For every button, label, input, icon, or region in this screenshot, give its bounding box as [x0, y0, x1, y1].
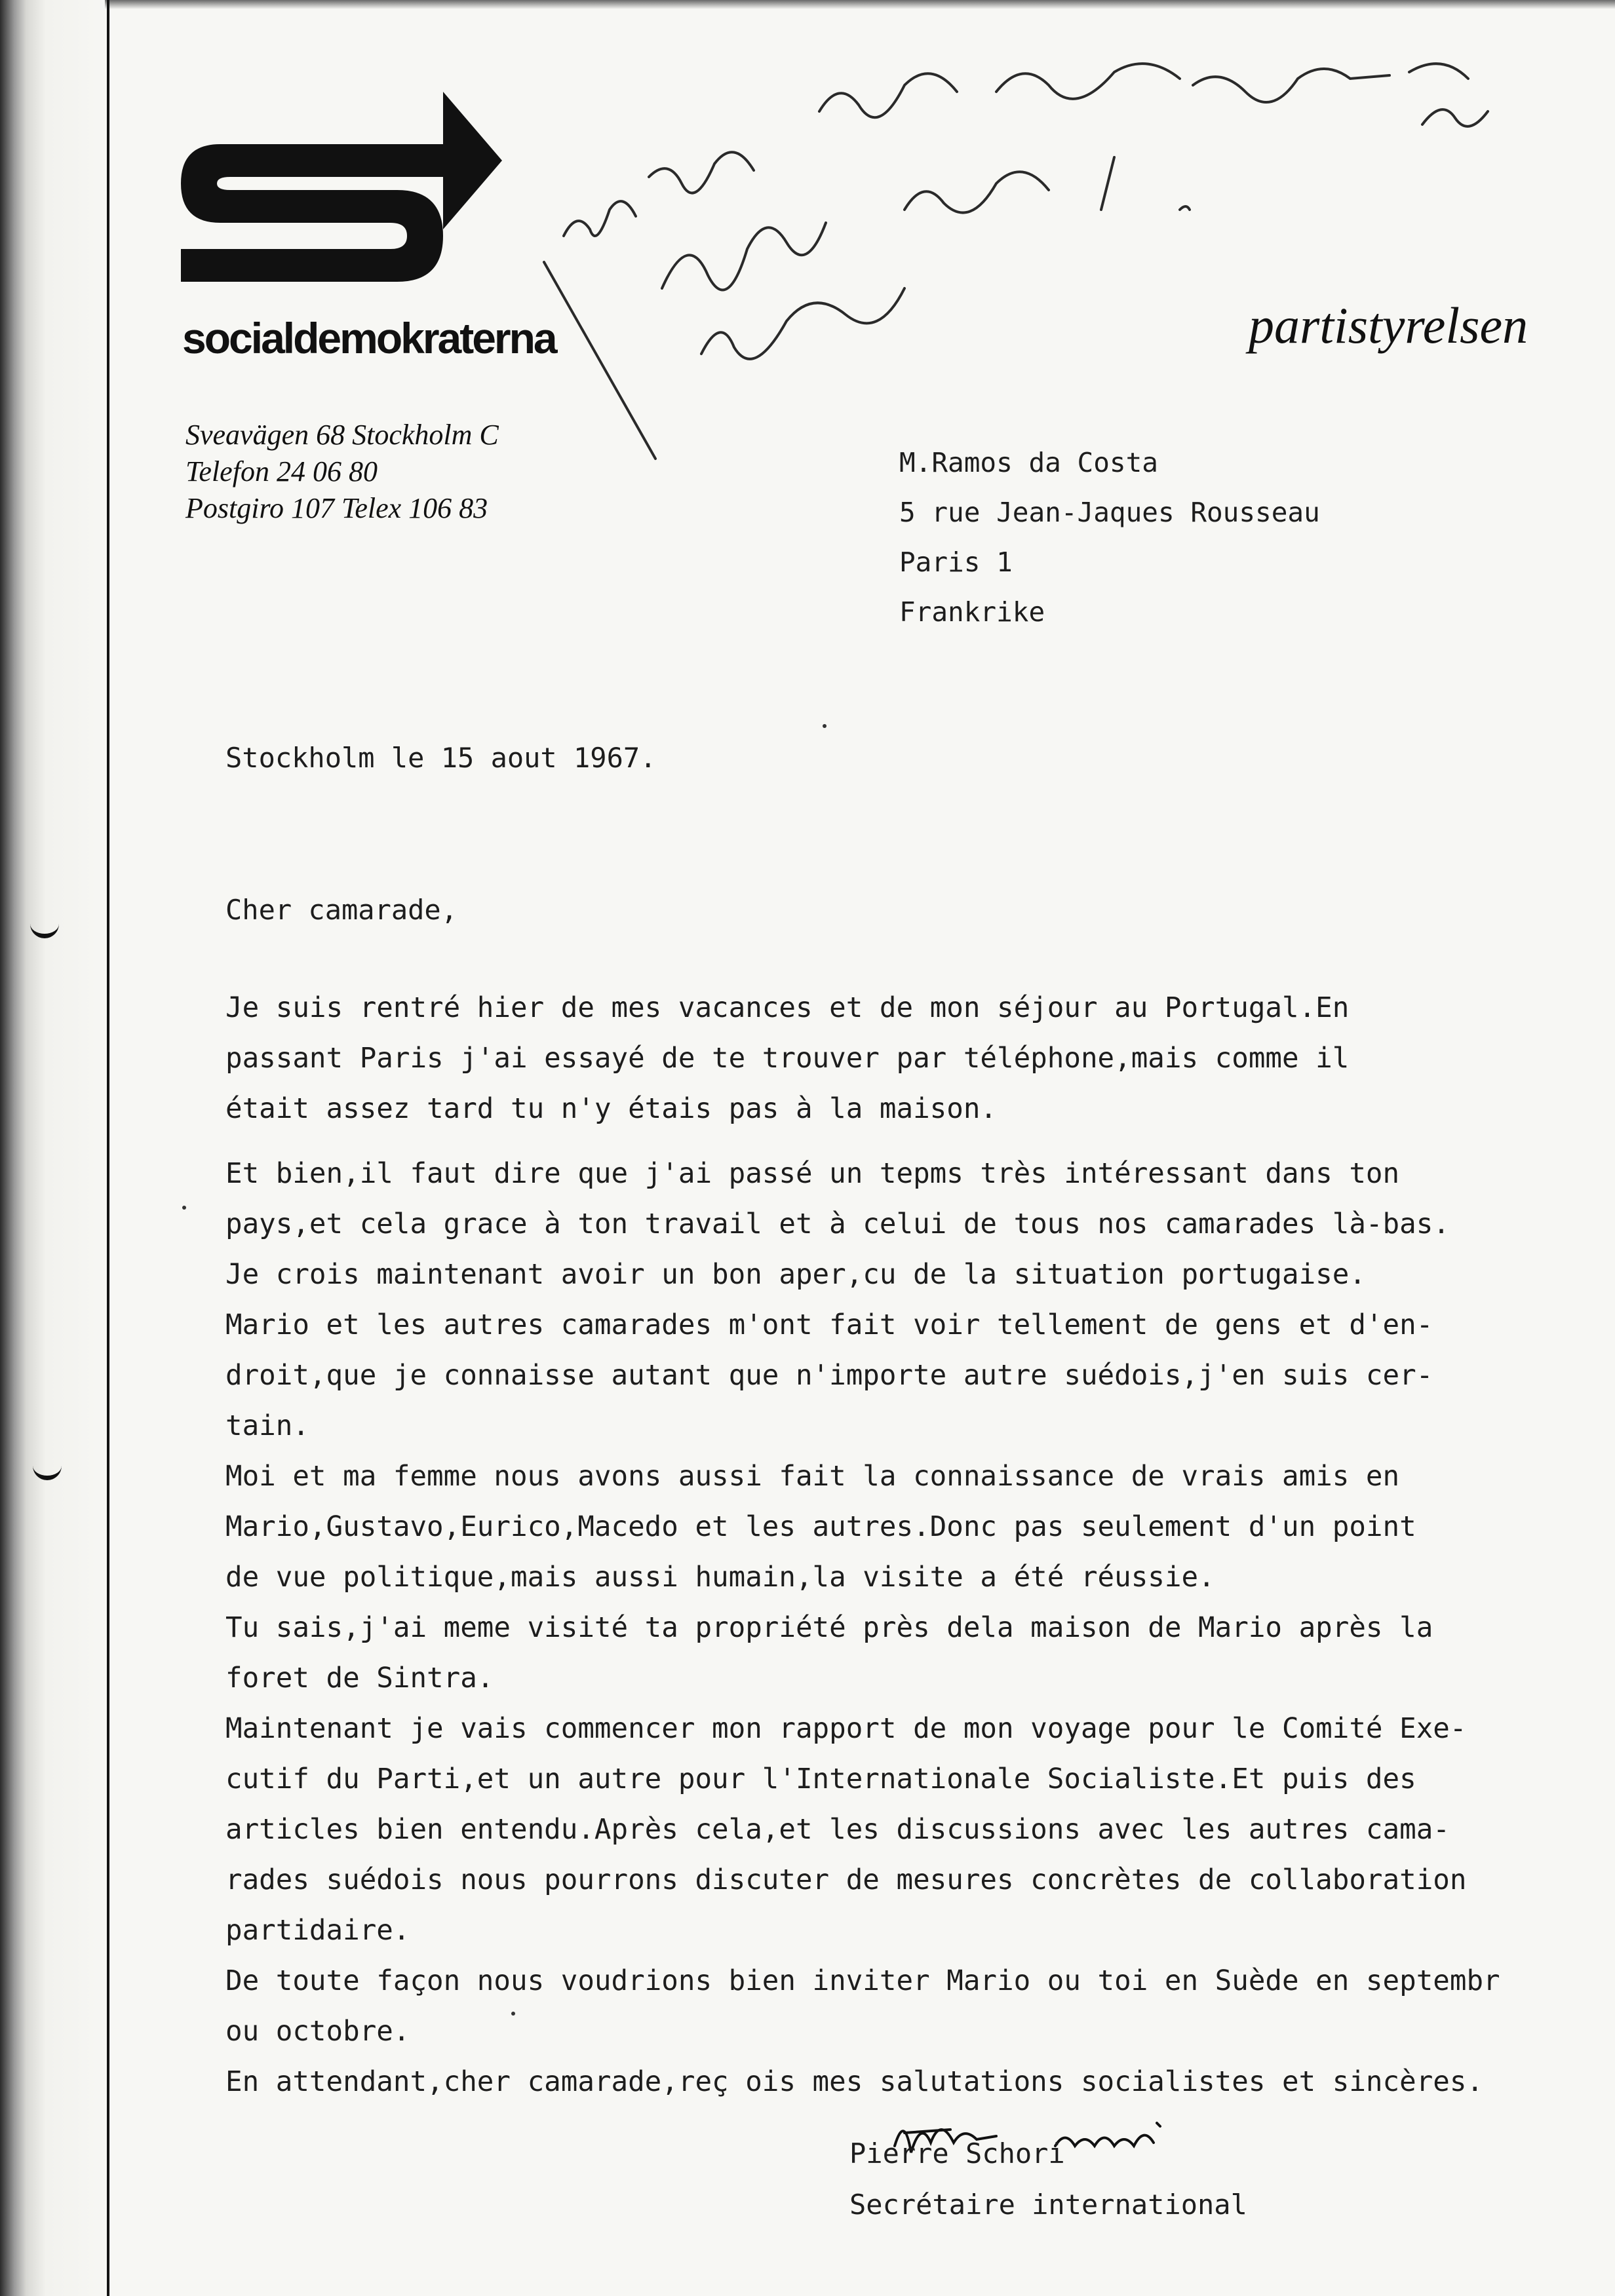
- scan-top-edge: [105, 0, 1615, 9]
- body-line: de vue politique,mais aussi humain,la visite a été réussie.: [225, 1561, 1215, 1594]
- body-line: Je crois maintenant avoir un bon aper,cu de la situation portugaise.: [225, 1259, 1366, 1291]
- party-logo-arrow: [181, 92, 574, 308]
- body-line: articles bien entendu.Après cela,et les discussions avec les autres cama-: [225, 1814, 1450, 1846]
- department-name: partistyrelsen: [1249, 297, 1528, 354]
- body-line: rades suédois nous pourrons discuter de mesures concrètes de collaboration: [225, 1864, 1467, 1896]
- recipient-line: 5 rue Jean-Jaques Rousseau: [899, 497, 1320, 528]
- signatory-name: Pierre Schori: [849, 2137, 1065, 2170]
- scan-speck: [511, 2012, 515, 2016]
- scan-speck: [182, 1206, 186, 1210]
- sender-address-line: Postgiro 107 Telex 106 83: [185, 492, 488, 524]
- body-line: tain.: [225, 1410, 309, 1442]
- body-line: passant Paris j'ai essayé de te trouver par téléphone,mais comme il: [225, 1043, 1350, 1075]
- sender-address-line: Sveavägen 68 Stockholm C: [185, 419, 499, 451]
- body-line: Tu sais,j'ai meme visité ta propriété près dela maison de Mario après la: [225, 1612, 1433, 1644]
- body-line: était assez tard tu n'y étais pas à la maison.: [225, 1093, 998, 1125]
- body-line: En attendant,cher camarade,reç ois mes salutations socialistes et sincères.: [225, 2066, 1484, 2098]
- recipient-line: Paris 1: [899, 546, 1013, 578]
- sender-address-line: Telefon 24 06 80: [185, 455, 378, 488]
- organization-name: socialdemokraterna: [182, 314, 556, 362]
- signatory-title: Secrétaire international: [849, 2189, 1247, 2221]
- scan-speck: [823, 724, 827, 728]
- handwritten-annotation: [537, 13, 1521, 472]
- recipient-line: M.Ramos da Costa: [899, 447, 1158, 478]
- letter-body: [225, 983, 1500, 2107]
- recipient-address: [899, 438, 1320, 637]
- body-line: Maintenant je vais commencer mon rapport de mon voyage pour le Comité Exe-: [225, 1713, 1467, 1745]
- body-line: Mario et les autres camarades m'ont fait voir tellement de gens et d'en-: [225, 1309, 1433, 1341]
- body-line: partidaire.: [225, 1915, 410, 1947]
- body-line: Moi et ma femme nous avons aussi fait la connaissance de vrais amis en: [225, 1461, 1400, 1493]
- body-line: pays,et cela grace à ton travail et à celui de tous nos camarades là-bas.: [225, 1208, 1450, 1240]
- body-line: Et bien,il faut dire que j'ai passé un tepms très intéressant dans ton: [225, 1158, 1400, 1190]
- body-line: foret de Sintra.: [225, 1662, 494, 1694]
- recipient-line: Frankrike: [899, 596, 1045, 628]
- body-line: ou octobre.: [225, 2016, 410, 2048]
- fold-line: [107, 0, 109, 2296]
- sender-address: [185, 417, 499, 527]
- body-line: De toute façon nous voudrions bien inviter Mario ou toi en Suède en septembr: [225, 1965, 1500, 1997]
- dateline: Stockholm le 15 aout 1967.: [225, 742, 657, 774]
- body-line: droit,que je connaisse autant que n'importe autre suédois,j'en suis cer-: [225, 1360, 1433, 1392]
- scan-left-edge: [0, 0, 108, 2296]
- body-line: cutif du Parti,et un autre pour l'Internationale Socialiste.Et puis des: [225, 1763, 1416, 1795]
- body-line: Je suis rentré hier de mes vacances et de mon séjour au Portugal.En: [225, 992, 1350, 1024]
- body-line: Mario,Gustavo,Eurico,Macedo et les autres.Donc pas seulement d'un point: [225, 1511, 1416, 1543]
- salutation: Cher camarade,: [225, 894, 458, 926]
